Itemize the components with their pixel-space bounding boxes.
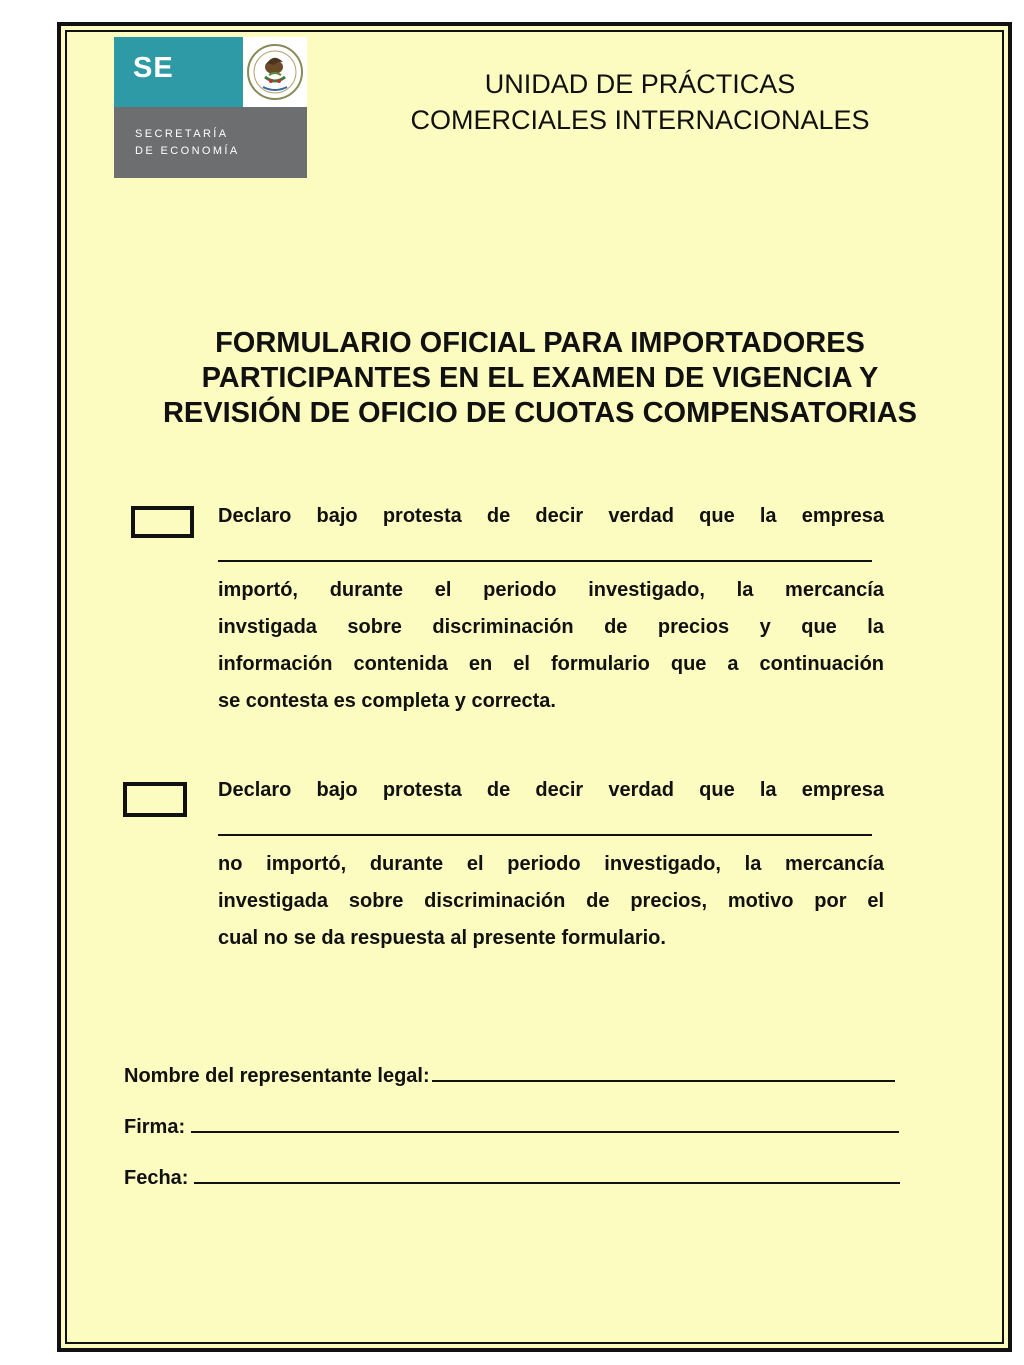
declaration1-checkbox[interactable] xyxy=(131,506,194,538)
form-title-line2: PARTICIPANTES EN EL EXAMEN DE VIGENCIA Y xyxy=(201,362,879,394)
form-title xyxy=(70,326,1010,431)
logo-name-line2: DE ECONOMÍA xyxy=(135,145,240,157)
signature-label: Firma: xyxy=(124,1116,186,1138)
declaration1-line2: invstigada sobre discriminación de precios y que la xyxy=(218,616,884,638)
declaration1-line4: se contesta es completa y correcta. xyxy=(218,690,556,712)
unit-title xyxy=(330,66,950,138)
representative-field[interactable] xyxy=(432,1062,895,1082)
declaration1-line1: importó, durante el periodo investigado, la mercancía xyxy=(218,579,884,601)
declaration2-line1: no importó, durante el periodo investigado, la mercancía xyxy=(218,853,884,875)
declaration1 xyxy=(218,498,884,720)
declaration2-line3: cual no se da respuesta al presente formulario. xyxy=(218,927,666,949)
secretaria-economia-logo xyxy=(114,37,307,178)
representative-label: Nombre del representante legal: xyxy=(124,1065,430,1087)
declaration2-line2: investigada sobre discriminación de precios, motivo por el xyxy=(218,890,884,912)
declaration2-company-field[interactable] xyxy=(218,809,872,846)
signature-row xyxy=(124,1113,899,1137)
logo-top-band xyxy=(114,37,307,107)
declaration1-intro: Declaro bajo protesta de decir verdad que la empresa xyxy=(218,505,884,527)
logo-name-band xyxy=(114,107,307,178)
date-field[interactable] xyxy=(194,1164,900,1184)
mexican-coat-of-arms-icon xyxy=(243,37,307,107)
date-row xyxy=(124,1164,900,1188)
declaration2 xyxy=(218,772,884,957)
unit-title-line1: UNIDAD DE PRÁCTICAS xyxy=(484,69,796,99)
form-title-line3: REVISIÓN DE OFICIO DE CUOTAS COMPENSATORIAS xyxy=(162,397,918,429)
declaration1-line3: información contenida en el formulario que a continuación xyxy=(218,653,884,675)
representative-row xyxy=(124,1062,895,1086)
date-label: Fecha: xyxy=(124,1167,189,1189)
declaration1-company-field[interactable] xyxy=(218,535,872,572)
declaration2-checkbox[interactable] xyxy=(123,782,187,817)
logo-abbr: SE xyxy=(114,37,243,107)
logo-name-line1: SECRETARÍA xyxy=(135,128,229,140)
form-title-line1: FORMULARIO OFICIAL PARA IMPORTADORES xyxy=(215,327,865,359)
declaration2-intro: Declaro bajo protesta de decir verdad que la empresa xyxy=(218,779,884,801)
unit-title-line2: COMERCIALES INTERNACIONALES xyxy=(410,105,870,135)
signature-field[interactable] xyxy=(191,1113,899,1133)
